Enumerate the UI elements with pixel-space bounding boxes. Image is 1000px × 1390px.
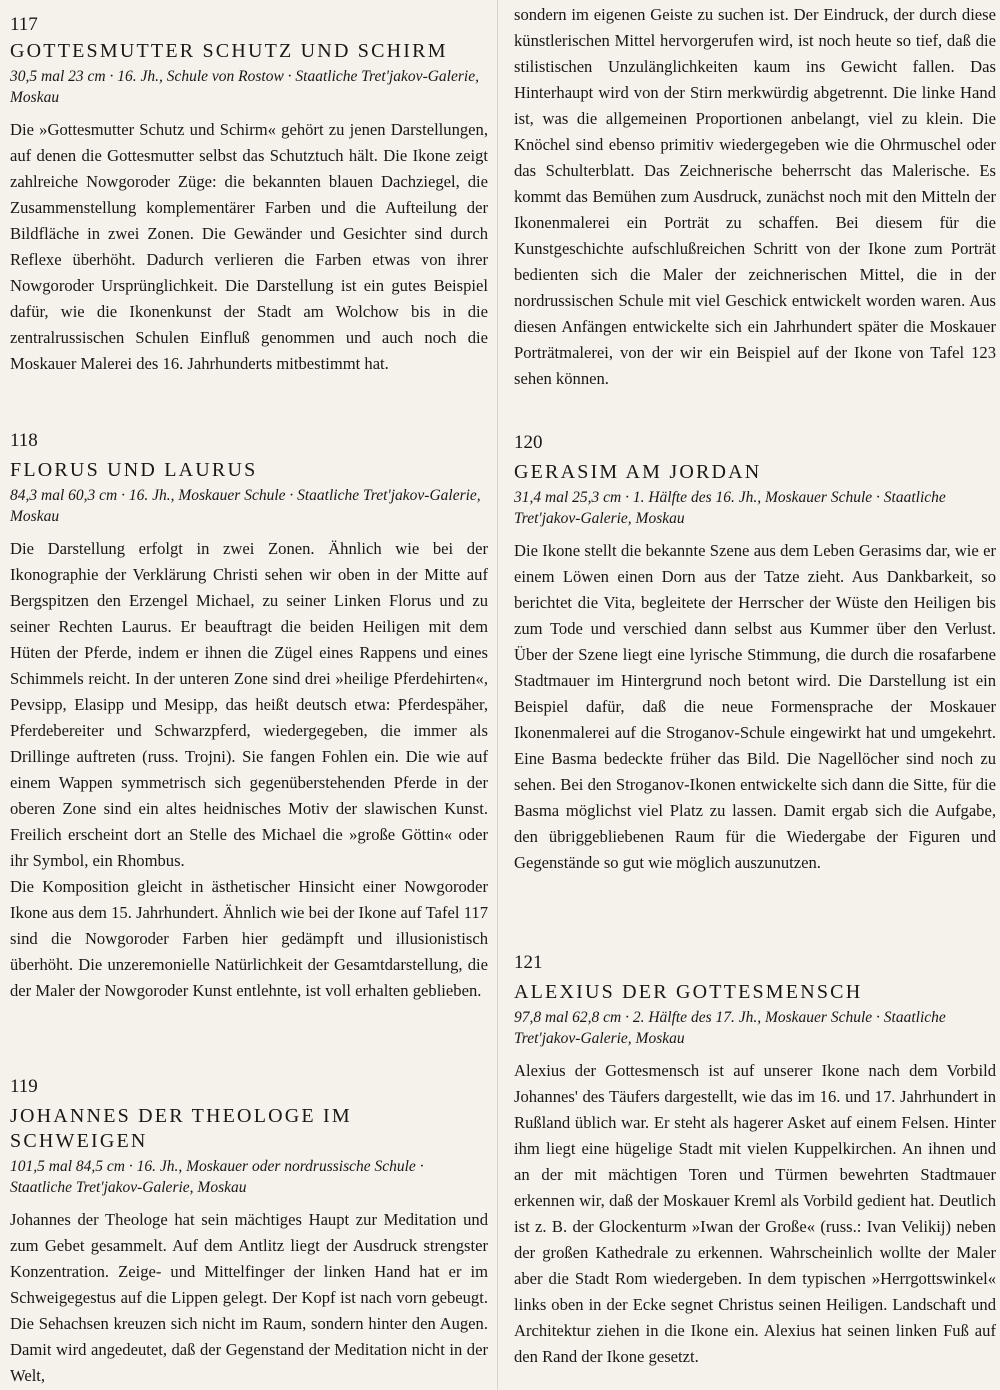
entry-meta: 31,4 mal 25,3 cm · 1. Hälfte des 16. Jh., Moskauer Schule · Staatliche Tret'jakov-Galerie, Moskau <box>514 489 946 527</box>
paragraph: Die »Gottesmutter Schutz und Schirm« gehört zu jenen Darstellungen, auf denen die Gottesmutter selbst das Schutztuch hält. Die Ikone zeigt zahlreiche Nowgoroder Züge: die bekannten blauen Dachziegel, die Zusammenstellung komplementärer Farben und die Aufteilung der Bildfläche in zwei Zonen. Die Gewänder und Gesichter sind durch Reflexe überhöht. Dadurch verlieren die Farben etwas von ihrer Nowgoroder Ursprünglichkeit. Die Darstellung ist ein gutes Beispiel dafür, wie die Ikonenkunst der Stadt am Wolchow bis in die zentralrussischen Schulen Einfluß genommen und auch noch die Moskauer Malerei des 16. Jahrhunderts mitbestimmt hat. <box>10 120 488 373</box>
entry-body <box>10 1207 488 1389</box>
entry-body <box>10 536 488 1004</box>
entry-title: ALEXIUS DER GOTTESMENSCH <box>514 981 863 1003</box>
entry-117 <box>10 14 488 377</box>
entry-number: 118 <box>10 430 38 451</box>
paragraph: Johannes der Theologe hat sein mächtiges Haupt zur Meditation und zum Gebet gesammelt. Auf dem Antlitz liegt der Ausdruck strengster Konzentration. Zeige- und Mittelfinger der linken Hand hat er im Schweigegestus auf die Lippen gelegt. Der Kopf ist nach vorn gebeugt. Die Sehachsen kreuzen sich nicht im Raum, sondern hinter den Augen. Damit wird angedeutet, daß der Gegenstand der Meditation nicht in der Welt, <box>10 1210 488 1385</box>
entry-title: GOTTESMUTTER SCHUTZ UND SCHIRM <box>10 40 448 62</box>
entry-meta: 97,8 mal 62,8 cm · 2. Hälfte des 17. Jh., Moskauer Schule · Staatliche Tret'jakov-Galerie, Moskau <box>514 1009 946 1047</box>
column-gutter <box>497 0 498 1390</box>
entry-title: JOHANNES DER THEOLOGE IM SCHWEIGEN <box>10 1105 352 1152</box>
entry-number: 119 <box>10 1076 38 1097</box>
entry-meta: 30,5 mal 23 cm · 16. Jh., Schule von Rostow · Staatliche Tret'jakov-Galerie, Moskau <box>10 68 479 106</box>
entry-meta: 101,5 mal 84,5 cm · 16. Jh., Moskauer oder nordrussische Schule · Staatliche Tret'jakov-Galerie, Moskau <box>10 1158 424 1196</box>
paragraph: Die Darstellung erfolgt in zwei Zonen. Ähnlich wie bei der Ikonographie der Verklärung Christi sehen wir oben in der Mitte auf Bergspitzen den Erzengel Michael, zu seiner Linken Florus und zu seiner Rechten Laurus. Er beauftragt die beiden Heiligen mit dem Hüten der Pferde, indem er ihnen die Zügel eines Rappens und eines Schimmels reicht. In der unteren Zone sind drei »heilige Pferdehirten«, Pevsipp, Elasipp und Mesipp, das heißt deutsch etwa: Pferdespäher, Pferdebereiter und Schwarzpferd, wiedergegeben, die immer als Drillinge auftreten (russ. Trojni). Sie fangen Fohlen ein. Die wie auf einem Wappen symmetrisch sich gegenüberstehenden Pferde in der oberen Zone sind ein altes heidnisches Motiv der slawischen Kunst. Freilich erscheint dort an Stelle des Michael die »große Göttin« oder ihr Symbol, ein Rhombus. <box>10 539 488 870</box>
entry-body <box>10 117 488 377</box>
entry-body <box>514 538 996 876</box>
paragraph: Die Komposition gleicht in ästhetischer Hinsicht einer Nowgoroder Ikone aus dem 15. Jahrhundert. Ähnlich wie bei der Ikone auf Tafel 117 sind die Nowgoroder Farben hier gedämpft und illusionistisch überhöht. Die unzeremonielle Natürlichkeit der Gesamtdarstellung, die der Maler der Nowgoroder Kunst entlehnte, ist voll erhalten geblieben. <box>10 877 488 1000</box>
entry-119 <box>10 1076 488 1389</box>
entry-title: GERASIM AM JORDAN <box>514 461 762 483</box>
entry-number: 120 <box>514 432 543 453</box>
entry-number: 117 <box>10 14 38 35</box>
entry-body <box>514 1058 996 1370</box>
entry-number: 121 <box>514 952 543 973</box>
paragraph: Die Ikone stellt die bekannte Szene aus dem Leben Gerasims dar, wie er einem Löwen einen Dorn aus der Tatze zieht. Aus Dankbarkeit, so berichtet die Vita, begleitete der Herrscher der Wüste den Heiligen bis zum Tode und verschied dann selbst aus Kummer über den Verlust. Über der Szene liegt eine lyrische Stimmung, die durch die rosafarbene Stadtmauer im Hintergrund noch betont wird. Die Darstellung ist ein Beispiel dafür, daß die neue Formensprache der Moskauer Ikonenmalerei auf die Stroganov-Schule eingewirkt hat und umgekehrt. Eine Basma bedeckte früher das Bild. Die Nagellöcher sind noch zu sehen. Bei den Stroganov-Ikonen entwickelte sich dann die Sitte, für die Basma möglichst viel Platz zu lassen. Damit ergab sich die Aufgabe, den übriggebliebenen Raum für die Wiedergabe der Figuren und Gegenstände so gut wie möglich auszunutzen. <box>514 541 996 872</box>
continued-paragraph: sondern im eigenen Geiste zu suchen ist. Der Eindruck, der durch diese künstlerischen Mittel hervorgerufen wird, ist noch heute so tief, daß die stilistischen Unzulänglichkeiten kaum ins Gewicht fallen. Das Hinterhaupt wird von der Stirn merkwürdig abgetrennt. Die linke Hand ist, was die allgemeinen Proportionen anbelangt, viel zu klein. Die Knöchel sind ebenso primitiv wiedergegeben wie die Ohrmuschel oder das Schulterblatt. Das Zeichnerische beherrscht das Malerische. Es kommt das Bemühen zum Ausdruck, zunächst noch mit den Mitteln der Ikonenmalerei ein Porträt zu schaffen. Bei diesem für die Kunstgeschichte aufschlußreichen Schritt von der Ikone zum Porträt bedienten sich die Maler der zeichnerischen Mittel, die in der nordrussischen Schule mit viel Geschick entwickelt worden waren. Aus diesen Anfängen entwickelte sich ein Jahrhundert später die Moskauer Porträtmalerei, von der wir ein Beispiel auf der Ikone von Tafel 123 sehen können. <box>514 5 996 388</box>
entry-title: FLORUS UND LAURUS <box>10 459 258 481</box>
entry-118 <box>10 430 488 1004</box>
entry-120 <box>514 432 996 876</box>
entry-121 <box>514 952 996 1370</box>
entry-meta: 84,3 mal 60,3 cm · 16. Jh., Moskauer Schule · Staatliche Tret'jakov-Galerie, Moskau <box>10 487 481 525</box>
paragraph: Alexius der Gottesmensch ist auf unserer Ikone nach dem Vorbild Johannes' des Täufers dargestellt, wie das im 16. und 17. Jahrhundert in Rußland üblich war. Er steht als hagerer Asket auf einem Felsen. Hinter ihm liegt eine hügelige Stadt mit vielen Kuppelkirchen. An ihnen und an der mit mächtigen Toren und Türmen bewehrten Stadtmauer erkennen wir, daß der Moskauer Kreml als Vorbild gedient hat. Deutlich ist z. B. der Glockenturm »Iwan der Große« (russ.: Ivan Velikij) neben der großen Kathedrale zu erkennen. Wahrscheinlich wollte der Maler aber die Stadt Rom wiedergeben. In dem typischen »Herrgottswinkel« links oben in der Ecke segnet Christus seinen Heiligen. Landschaft und Architektur ziehen in die Ikone ein. Alexius hat seinen linken Fuß auf den Rand der Ikone gesetzt. <box>514 1061 996 1366</box>
